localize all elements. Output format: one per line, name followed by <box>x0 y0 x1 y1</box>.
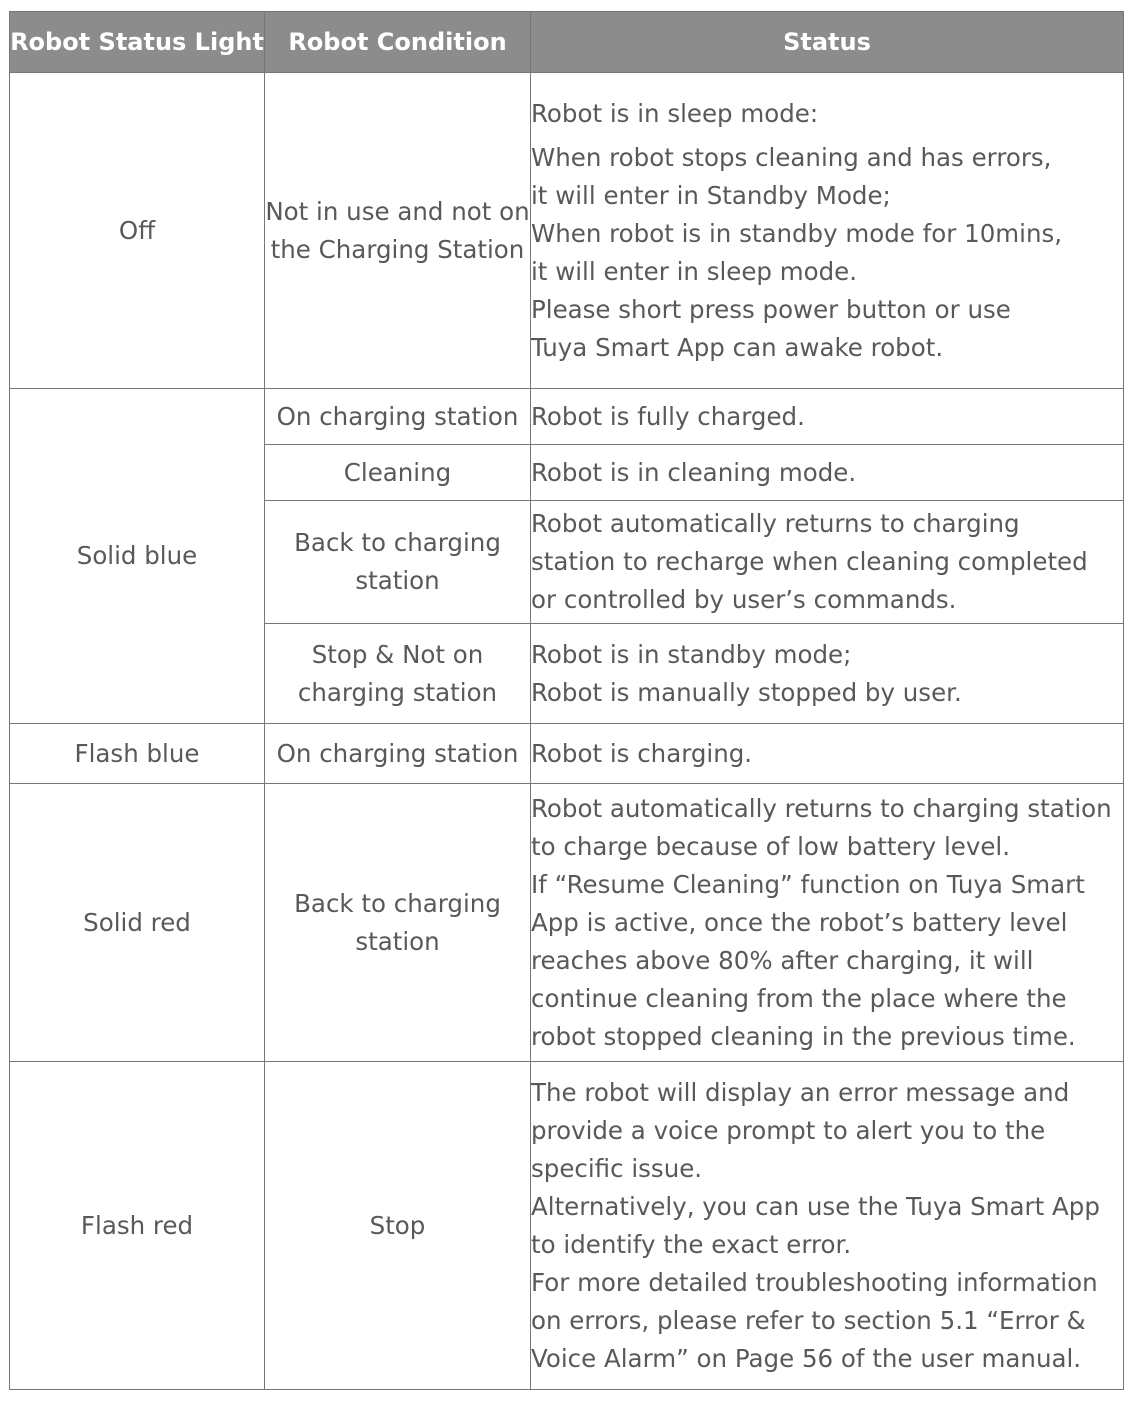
table-row <box>10 389 1124 445</box>
condition-line: Station <box>437 234 525 264</box>
header-status: Status <box>531 12 1124 73</box>
status-line: For more detailed troubleshooting information <box>531 1267 1098 1297</box>
status-line: Robot automatically returns to charging station <box>531 793 1112 823</box>
status-line: station to recharge when cleaning completed <box>531 547 1088 576</box>
status-line: Robot is in sleep mode: <box>531 98 819 128</box>
condition-line: Back to charging <box>294 528 501 557</box>
table-header-row <box>10 12 1124 73</box>
condition-cell <box>265 73 531 389</box>
status-line: App is active, once the robot’s battery level <box>531 907 1068 937</box>
status-line: If “Resume Cleaning” function on Tuya Smart <box>531 869 1085 899</box>
condition-line: Cleaning <box>343 457 452 487</box>
status-line: When robot is in standby mode for 10mins, <box>531 218 1063 248</box>
condition-line: Back to charging <box>294 888 501 918</box>
table-row <box>10 724 1124 784</box>
status-line: to charge because of low battery level. <box>531 831 1010 861</box>
condition-cell <box>265 624 531 724</box>
status-line: it will enter in sleep mode. <box>531 256 858 286</box>
status-line: Robot is manually stopped by user. <box>531 677 962 707</box>
condition-line: On charging station <box>276 738 519 768</box>
status-line: When robot stops cleaning and has errors, <box>531 142 1052 172</box>
status-line: Robot is charging. <box>531 738 753 768</box>
status-cell <box>531 73 1124 389</box>
status-line: Robot is in cleaning mode. <box>531 457 857 487</box>
table-row <box>10 784 1124 1062</box>
status-line: it will enter in Standby Mode; <box>531 180 891 210</box>
condition-line: station <box>355 566 440 595</box>
table-row <box>10 73 1124 389</box>
condition-line: station <box>355 926 440 956</box>
status-line: Voice Alarm” on Page 56 of the user manual. <box>531 1343 1082 1373</box>
status-cell <box>531 1062 1124 1390</box>
condition-line: On charging station <box>276 401 519 431</box>
status-cell <box>531 445 1124 501</box>
condition-cell <box>265 784 531 1062</box>
status-cell <box>531 624 1124 724</box>
status-cell <box>531 501 1124 624</box>
status-line: Robot is fully charged. <box>531 401 805 431</box>
status-light-cell: Flash blue <box>10 724 265 784</box>
status-line: Tuya Smart App can awake robot. <box>531 332 944 362</box>
status-light-cell: Flash red <box>10 1062 265 1390</box>
header-robot-condition: Robot Condition <box>265 12 531 73</box>
status-cell <box>531 784 1124 1062</box>
condition-cell <box>265 724 531 784</box>
condition-line: on the Charging <box>270 196 530 264</box>
condition-cell <box>265 445 531 501</box>
status-line: Robot is in standby mode; <box>531 639 852 669</box>
condition-cell <box>265 501 531 624</box>
condition-line: Stop & Not on <box>311 639 484 669</box>
status-line: Please short press power button or use <box>531 294 1011 324</box>
condition-cell <box>265 1062 531 1390</box>
status-cell <box>531 389 1124 445</box>
status-line: Alternatively, you can use the Tuya Smart App <box>531 1191 1100 1221</box>
status-line: robot stopped cleaning in the previous time. <box>531 1021 1076 1051</box>
status-line: reaches above 80% after charging, it will <box>531 945 1034 975</box>
status-line: to identify the exact error. <box>531 1229 852 1259</box>
status-light-cell: Solid blue <box>10 389 265 724</box>
status-light-cell: Off <box>10 73 265 389</box>
condition-line: Stop <box>369 1210 426 1240</box>
condition-cell <box>265 389 531 445</box>
status-line: continue cleaning from the place where the <box>531 983 1067 1013</box>
condition-line: Not in use and not <box>265 196 492 226</box>
status-line: on errors, please refer to section 5.1 “Error & <box>531 1305 1086 1335</box>
status-line: provide a voice prompt to alert you to the <box>531 1115 1046 1145</box>
status-line: or controlled by user’s commands. <box>531 585 957 614</box>
status-cell <box>531 724 1124 784</box>
status-line: Robot automatically returns to charging <box>531 509 1020 538</box>
table-row <box>10 1062 1124 1390</box>
header-status-light: Robot Status Light <box>10 12 265 73</box>
status-light-cell: Solid red <box>10 784 265 1062</box>
status-line: specific issue. <box>531 1153 703 1183</box>
status-line: The robot will display an error message and <box>531 1077 1070 1107</box>
status-light-table <box>9 11 1124 1390</box>
condition-line: charging station <box>297 677 498 707</box>
